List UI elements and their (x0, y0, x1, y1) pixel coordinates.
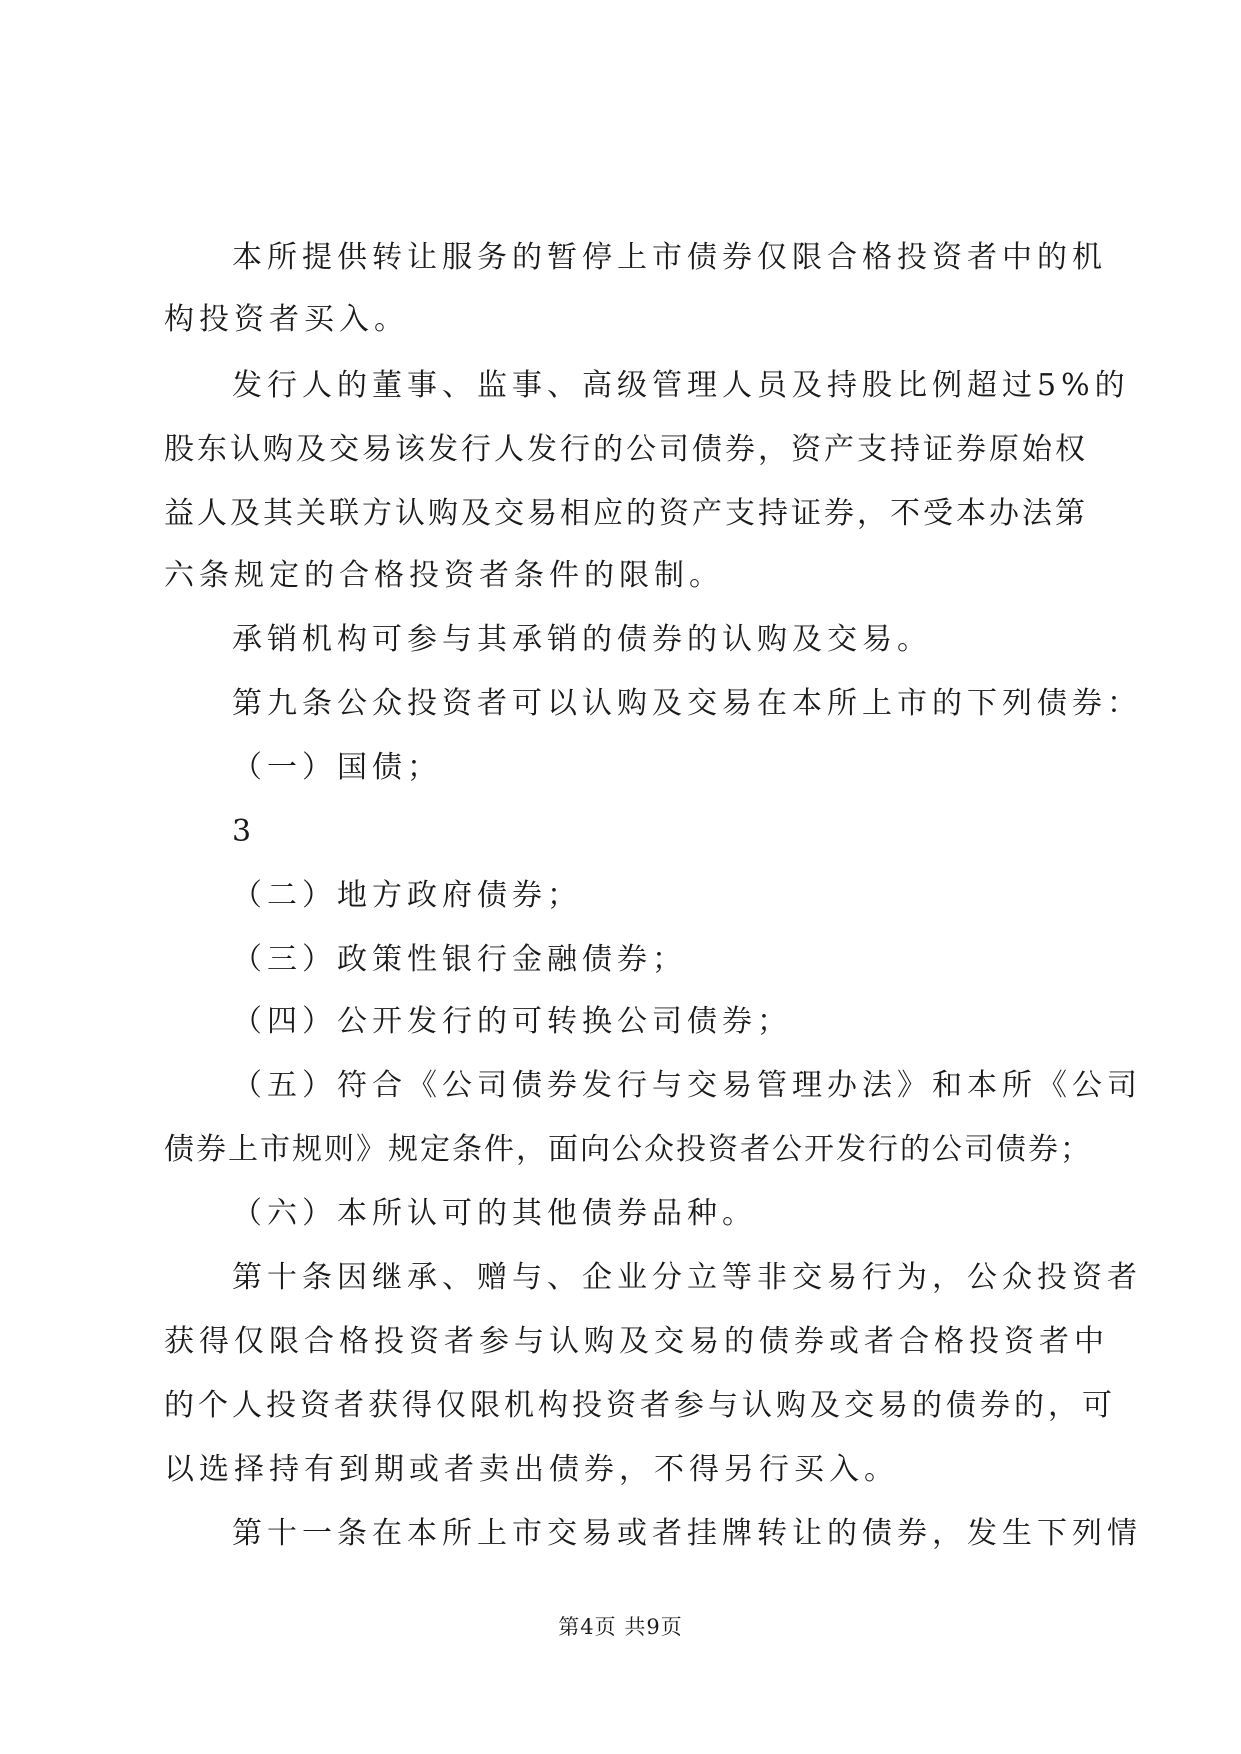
text-line-4: 股东认购及交易该发行人发行的公司债券，资产支持证券原始权 (164, 432, 1088, 467)
text-line-16: 第十条因继承、赠与、企业分立等非交易行为，公众投资者 (232, 1260, 1142, 1295)
text-line-11: （三）政策性银行金融债券； (232, 942, 687, 977)
text-line-5: 益人及其关联方认购及交易相应的资产支持证券，不受本办法第 (164, 496, 1088, 531)
text-line-9: （一）国债； (232, 750, 442, 785)
text-line-19: 以选择持有到期或者卖出债券，不得另行买入。 (164, 1452, 899, 1487)
text-line-8: 第九条公众投资者可以认购及交易在本所上市的下列债券： (232, 686, 1142, 721)
text-line-13: （五）符合《公司债券发行与交易管理办法》和本所《公司 (232, 1068, 1142, 1103)
text-line-20: 第十一条在本所上市交易或者挂牌转让的债券，发生下列情 (232, 1516, 1142, 1551)
text-line-17: 获得仅限合格投资者参与认购及交易的债券或者合格投资者中 (164, 1324, 1109, 1359)
text-line-6: 六条规定的合格投资者条件的限制。 (164, 558, 724, 593)
text-line-12: （四）公开发行的可转换公司债券； (232, 1004, 792, 1039)
text-line-15: （六）本所认可的其他债券品种。 (232, 1196, 757, 1231)
text-line-14: 债券上市规则》规定条件，面向公众投资者公开发行的公司债券； (164, 1132, 1092, 1167)
text-line-18: 的个人投资者获得仅限机构投资者参与认购及交易的债券的，可 (164, 1388, 1116, 1423)
text-line-3: 发行人的董事、监事、高级管理人员及持股比例超过5%的 (232, 368, 1130, 403)
text-line-1: 本所提供转让服务的暂停上市债券仅限合格投资者中的机 (232, 240, 1107, 275)
text-line-2: 构投资者买入。 (164, 302, 409, 337)
page-footer: 第4页 共9页 (558, 1615, 683, 1639)
page-number-inline: 3 (232, 814, 257, 849)
text-line-10: （二）地方政府债券； (232, 878, 582, 913)
text-line-7: 承销机构可参与其承销的债券的认购及交易。 (232, 622, 932, 657)
